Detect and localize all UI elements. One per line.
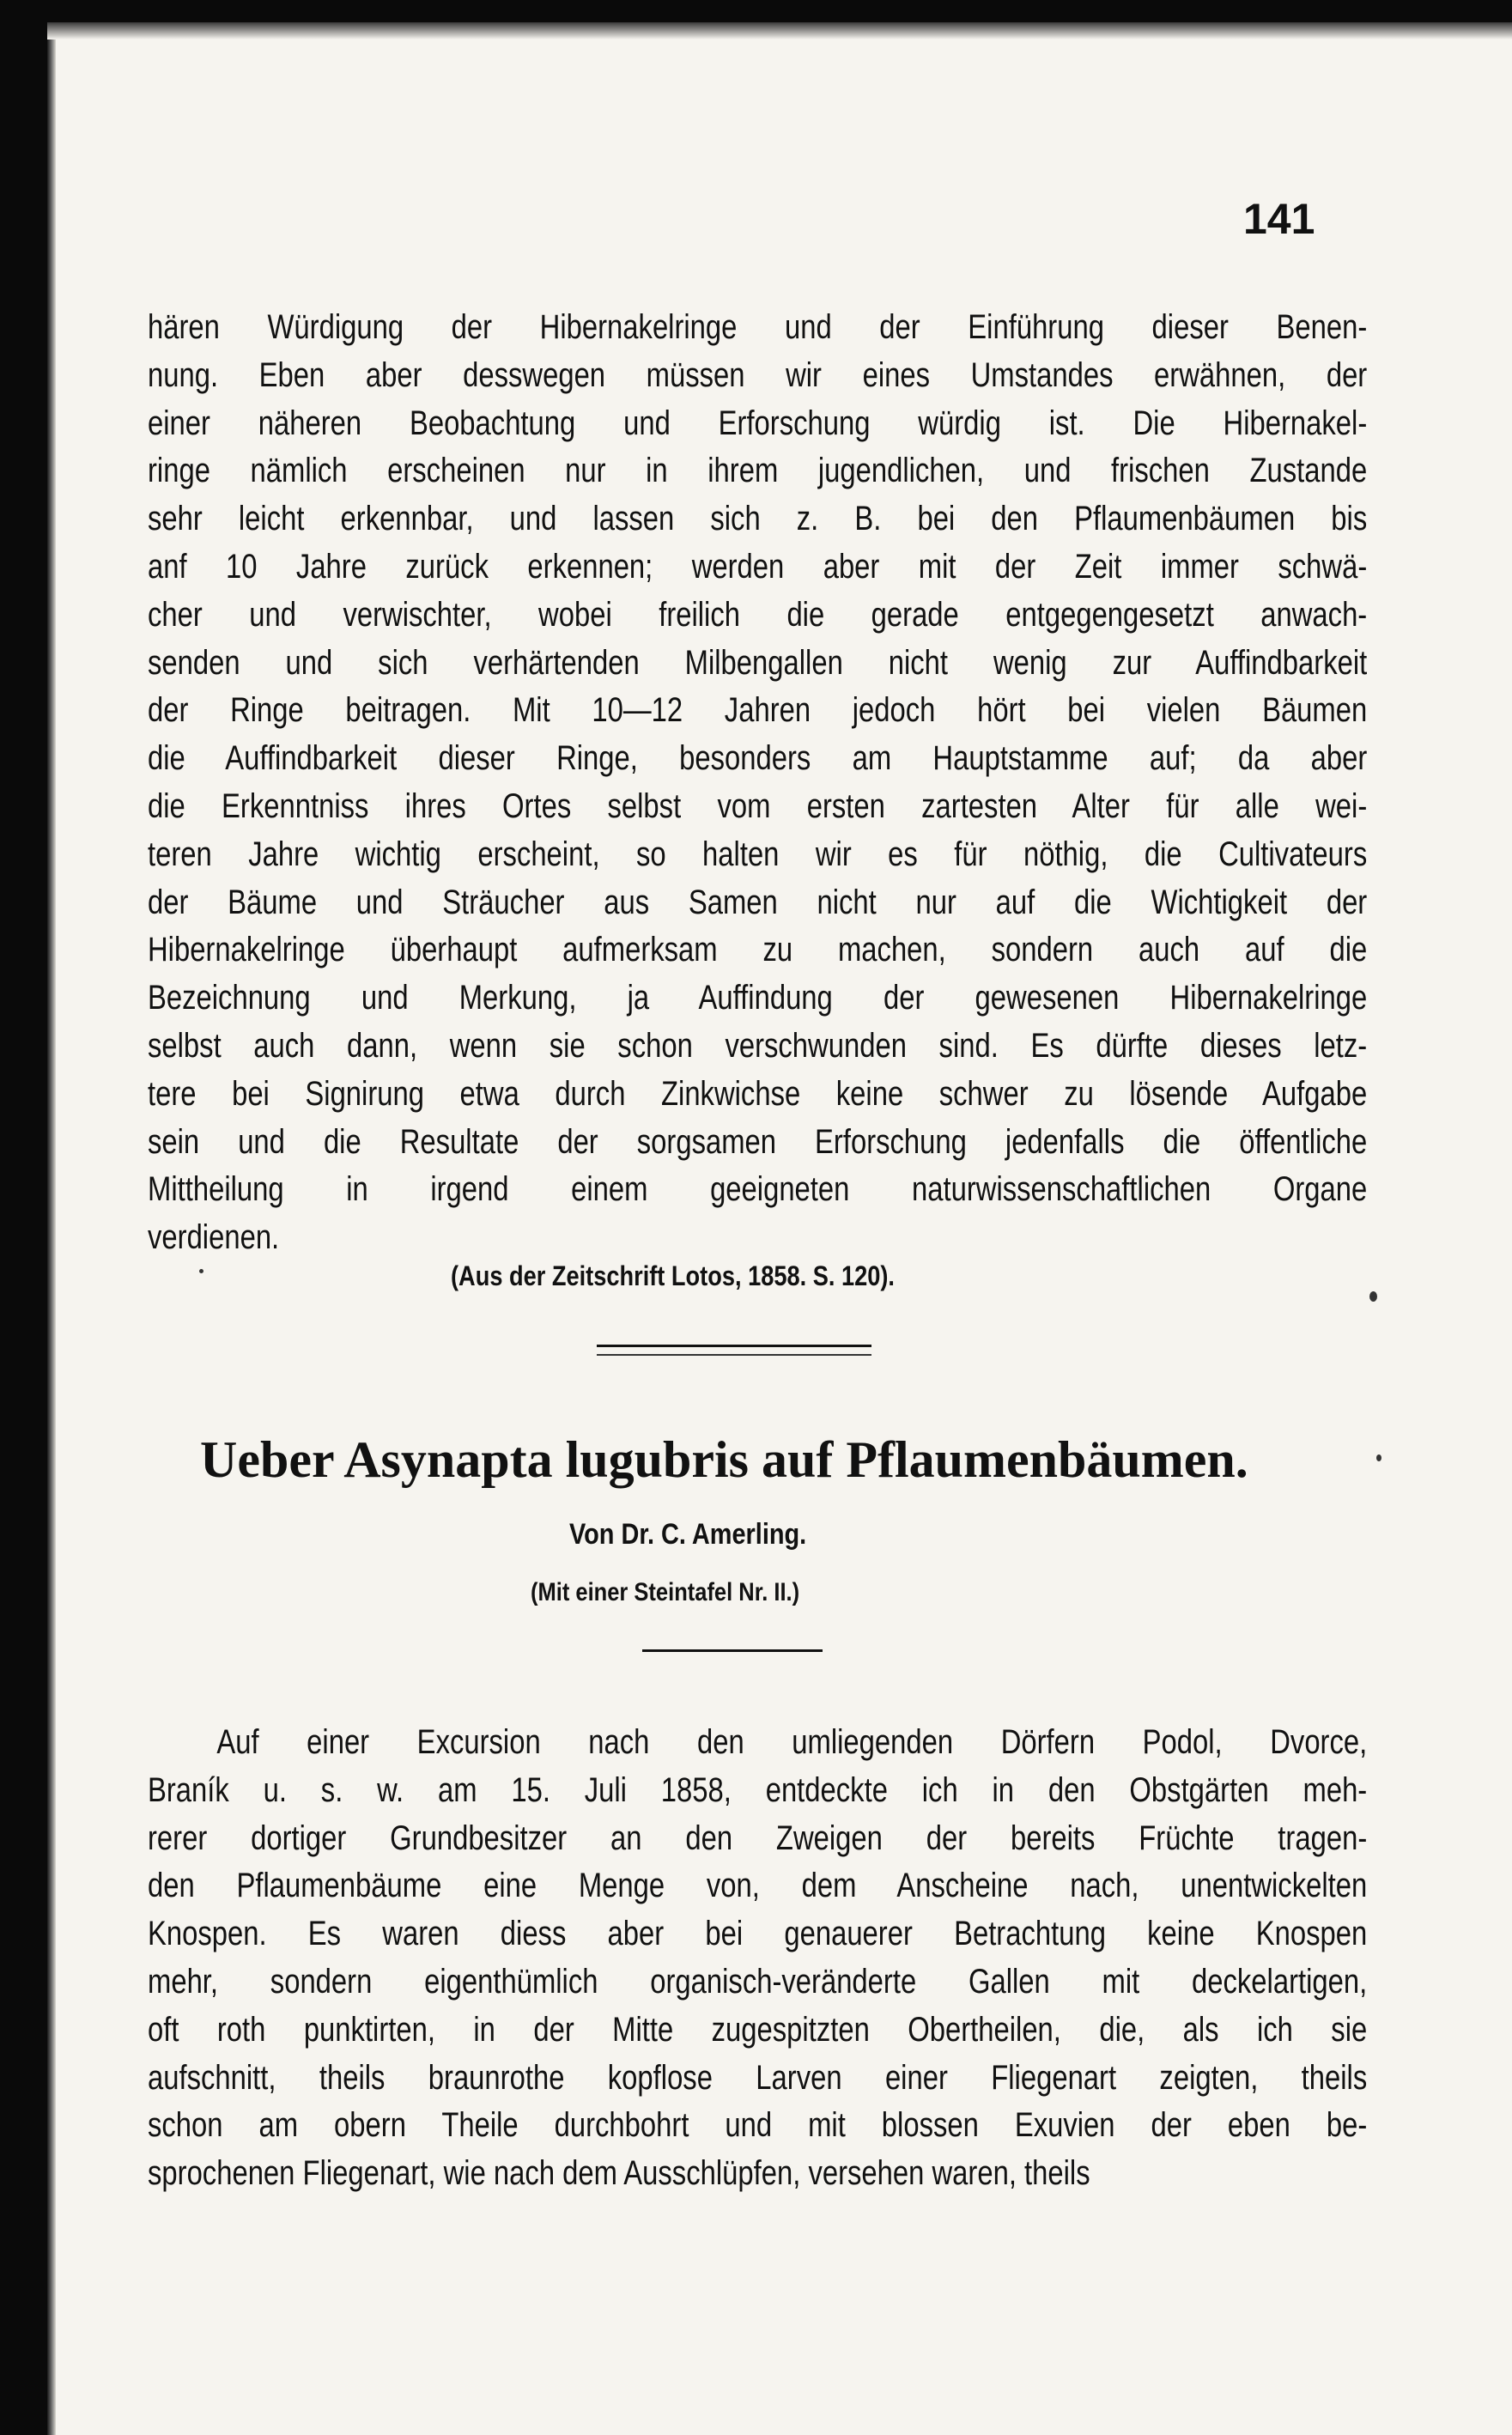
text-line: Braník u. s. w. am 15. Juli 1858, entdeckte ich in den Obstgärten meh- — [148, 1770, 1368, 1809]
author-byline: Von Dr. C. Amerling. — [569, 1518, 807, 1551]
print-speck — [1376, 1454, 1381, 1461]
text-line: aufschnitt, theils braunrothe kopflose Larven einer Fliegenart zeigten, theils — [148, 2058, 1368, 2097]
text-line: den Pflaumenbäume eine Menge von, dem Anscheine nach, unentwickelten — [148, 1867, 1368, 1905]
text-line: cher und verwischter, wobei freilich die gerade entgegengesetzt anwach- — [148, 595, 1368, 634]
text-line: Mittheilung in irgend einem geeigneten naturwissenschaftlichen Organe — [148, 1170, 1368, 1209]
text-line: schon am obern Theile durchbohrt und mit blossen Exuvien der eben be- — [148, 2106, 1368, 2145]
source-citation: (Aus der Zeitschrift Lotos, 1858. S. 120). — [451, 1260, 895, 1291]
section-divider-double-rule — [597, 1345, 871, 1356]
text-line: selbst auch dann, wenn sie schon verschwunden sind. Es dürfte dieses letz- — [148, 1026, 1368, 1065]
text-line: die Erkenntniss ihres Ortes selbst vom ersten zartesten Alter für alle wei- — [148, 786, 1368, 825]
text-line: sprochenen Fliegenart, wie nach dem Ausschlüpfen, versehen waren, theils — [148, 2154, 1090, 2193]
paragraph-excursion — [148, 1719, 1367, 2198]
text-line: nung. Eben aber desswegen müssen wir eines Umstandes erwähnen, der — [148, 355, 1368, 394]
text-line: verdienen. — [148, 1218, 280, 1257]
page-gutter-shadow — [47, 22, 56, 2435]
text-line: senden und sich verhärtenden Milbengallen nicht wenig zur Auffindbarkeit — [148, 643, 1368, 682]
text-line: Bezeichnung und Merkung, ja Auffindung der gewesenen Hibernakelringe — [148, 979, 1368, 1017]
text-line: teren Jahre wichtig erscheint, so halten wir es für nöthig, die Cultivateurs — [148, 835, 1368, 873]
page-top-shadow — [47, 22, 1512, 39]
text-line: ringe nämlich erscheinen nur in ihrem jugendlichen, und frischen Zustande — [148, 452, 1368, 490]
text-line: hären Würdigung der Hibernakelringe und der Einführung dieser Benen- — [148, 308, 1368, 346]
text-line: sehr leicht erkennbar, und lassen sich z. B. bei den Pflaumenbäumen bis — [148, 500, 1368, 538]
text-line: Auf einer Excursion nach den umliegenden Dörfern Podol, Dvorce, — [216, 1723, 1368, 1761]
text-line: oft roth punktirten, in der Mitte zugespitzten Obertheilen, die, als ich sie — [148, 2010, 1368, 2049]
plate-note: (Mit einer Steintafel Nr. II.) — [531, 1578, 800, 1606]
title-divider-rule — [642, 1649, 823, 1652]
text-line: die Auffindbarkeit dieser Ringe, besonders am Hauptstamme auf; da aber — [148, 739, 1368, 778]
text-line: Knospen. Es waren diess aber bei genauerer Betrachtung keine Knospen — [148, 1915, 1368, 1953]
text-line: der Bäume und Sträucher aus Samen nicht nur auf die Wichtigkeit der — [148, 883, 1368, 921]
text-line: anf 10 Jahre zurück erkennen; werden aber mit der Zeit immer schwä- — [148, 547, 1368, 586]
print-speck — [199, 1269, 203, 1273]
article-title: Ueber Asynapta lugubris auf Pflaumenbäumen. — [200, 1431, 1248, 1488]
paragraph-hibernakelringe — [148, 304, 1367, 1262]
book-page — [47, 22, 1512, 2435]
text-line: einer näheren Beobachtung und Erforschung würdig ist. Die Hibernakel- — [148, 404, 1368, 442]
text-line: mehr, sondern eigenthümlich organisch-veränderte Gallen mit deckelartigen, — [148, 1962, 1368, 2001]
print-speck — [1369, 1291, 1377, 1302]
page-number: 141 — [1243, 195, 1315, 243]
text-line: rerer dortiger Grundbesitzer an den Zweigen der bereits Früchte tragen- — [148, 1819, 1368, 1857]
text-line: sein und die Resultate der sorgsamen Erforschung jedenfalls die öffentliche — [148, 1122, 1368, 1161]
text-line: Hibernakelringe überhaupt aufmerksam zu machen, sondern auch auf die — [148, 931, 1368, 969]
text-line: tere bei Signirung etwa durch Zinkwichse keine schwer zu lösende Aufgabe — [148, 1074, 1368, 1113]
text-line: der Ringe beitragen. Mit 10—12 Jahren jedoch hört bei vielen Bäumen — [148, 691, 1368, 730]
